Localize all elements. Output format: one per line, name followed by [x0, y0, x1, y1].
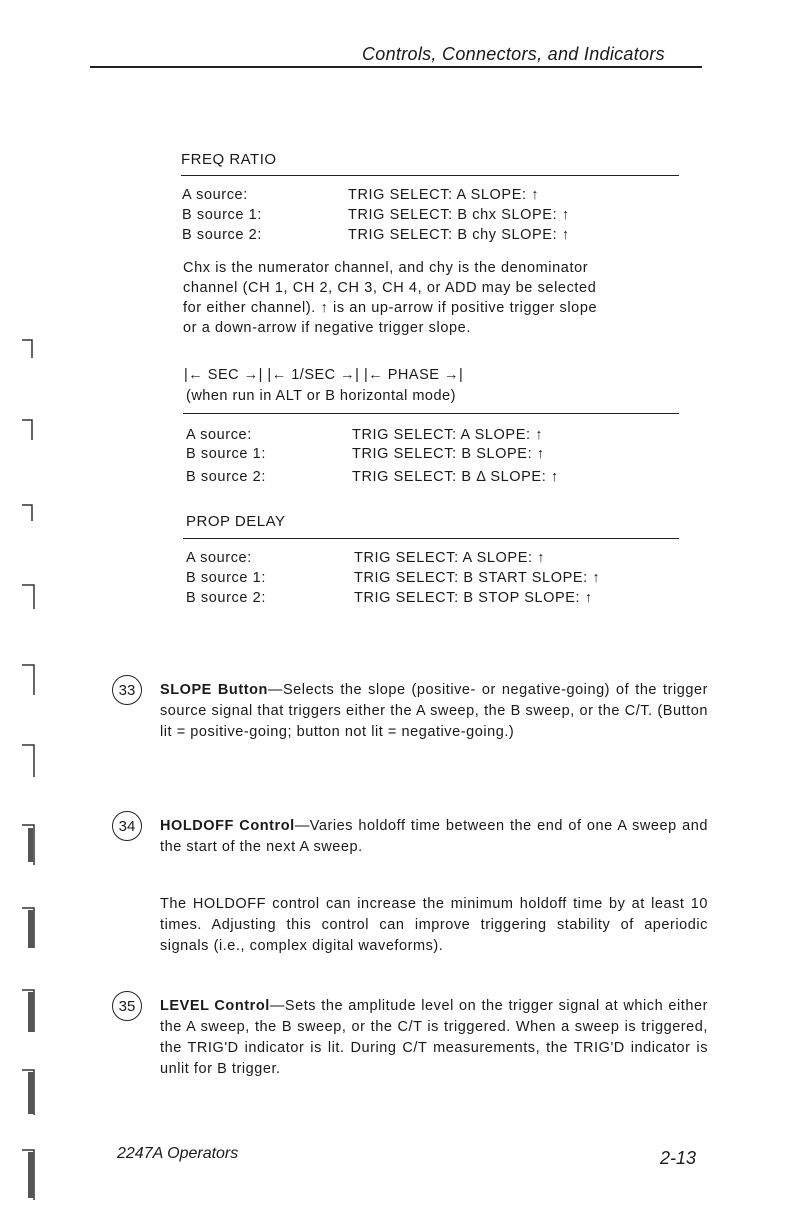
- row-value: TRIG SELECT: B SLOPE: ↑: [352, 446, 545, 462]
- freq-ratio-row: [182, 227, 682, 247]
- prop-delay-divider: [183, 538, 679, 539]
- item-number-badge: 34: [112, 811, 142, 841]
- footer-page-number: 2-13: [660, 1148, 697, 1168]
- binding-edge-marks: [10, 0, 36, 1224]
- freq-ratio-note: [183, 258, 683, 338]
- item-description: [160, 816, 708, 858]
- prop-delay-row: [186, 590, 686, 610]
- item-number-badge: 35: [112, 991, 142, 1021]
- row-value: TRIG SELECT: B chx SLOPE: ↑: [348, 207, 570, 223]
- row-value: TRIG SELECT: A SLOPE: ↑: [348, 187, 540, 203]
- row-label: B source 2:: [186, 469, 266, 485]
- item-text: —Varies holdoff time between the end of one A sweep and the start of the next A sweep.: [160, 818, 708, 855]
- row-value: TRIG SELECT: B START SLOPE: ↑: [354, 570, 601, 586]
- row-label: A source:: [186, 427, 252, 443]
- row-value: TRIG SELECT: A SLOPE: ↑: [352, 427, 544, 443]
- item-text: —Sets the amplitude level on the trigger signal at which either the A sweep, the B sweep, or the C/T is triggered. When a sweep is triggered, the TRIG'D indicator is lit. During C/T measurements, the TRIG'D indicator is unlit for B trigger.: [160, 998, 708, 1077]
- sec-section-subtitle: (when run in ALT or B horizontal mode): [186, 388, 456, 404]
- row-label: B source 1:: [182, 207, 262, 223]
- sec-section-title: |← SEC →| |← 1/SEC →| |← PHASE →|: [184, 367, 464, 383]
- row-label: A source:: [182, 187, 248, 203]
- note-line: or a down-arrow if negative trigger slope.: [183, 320, 471, 336]
- row-value: TRIG SELECT: A SLOPE: ↑: [354, 550, 546, 566]
- item-name: SLOPE Button: [160, 682, 268, 698]
- row-label: B source 2:: [186, 590, 266, 606]
- row-label: B source 1:: [186, 570, 266, 586]
- note-line: channel (CH 1, CH 2, CH 3, CH 4, or ADD may be selected: [183, 280, 597, 296]
- item-extra-paragraph: The HOLDOFF control can increase the minimum holdoff time by at least 10 times. Adjusting this control can improve triggering stability of aperiodic signals (i.e., complex digital waveforms).: [160, 896, 708, 954]
- item-name: HOLDOFF Control: [160, 818, 295, 834]
- row-label: B source 2:: [182, 227, 262, 243]
- row-label: A source:: [186, 550, 252, 566]
- sec-section-row: [186, 446, 686, 466]
- page-header-title: Controls, Connectors, and Indicators: [362, 44, 665, 64]
- item-text: —Selects the slope (positive- or negative-going) of the trigger source signal that triggers either the A sweep, the B sweep, or the C/T. (Button lit = positive-going; button not lit = negative-going.): [160, 682, 708, 740]
- row-label: B source 1:: [186, 446, 266, 462]
- note-line: Chx is the numerator channel, and chy is the denominator: [183, 260, 589, 276]
- item-number-badge: 33: [112, 675, 142, 705]
- row-value: TRIG SELECT: B Δ SLOPE: ↑: [352, 469, 559, 485]
- prop-delay-row: [186, 570, 686, 590]
- freq-ratio-divider: [181, 175, 679, 176]
- header-divider: [90, 66, 702, 68]
- item-description: [160, 996, 708, 1080]
- footer-manual-name: 2247A Operators: [117, 1145, 239, 1162]
- sec-section-row: [186, 469, 686, 489]
- sec-section-divider: [183, 413, 679, 414]
- freq-ratio-row: [182, 187, 682, 207]
- note-line: for either channel). ↑ is an up-arrow if positive trigger slope: [183, 300, 598, 316]
- prop-delay-title: PROP DELAY: [186, 513, 286, 530]
- item-name: LEVEL Control: [160, 998, 270, 1014]
- row-value: TRIG SELECT: B chy SLOPE: ↑: [348, 227, 570, 243]
- sec-section-row: [186, 427, 686, 447]
- freq-ratio-title: FREQ RATIO: [181, 151, 277, 168]
- item-description: [160, 680, 708, 743]
- row-value: TRIG SELECT: B STOP SLOPE: ↑: [354, 590, 593, 606]
- freq-ratio-row: [182, 207, 682, 227]
- prop-delay-row: [186, 550, 686, 570]
